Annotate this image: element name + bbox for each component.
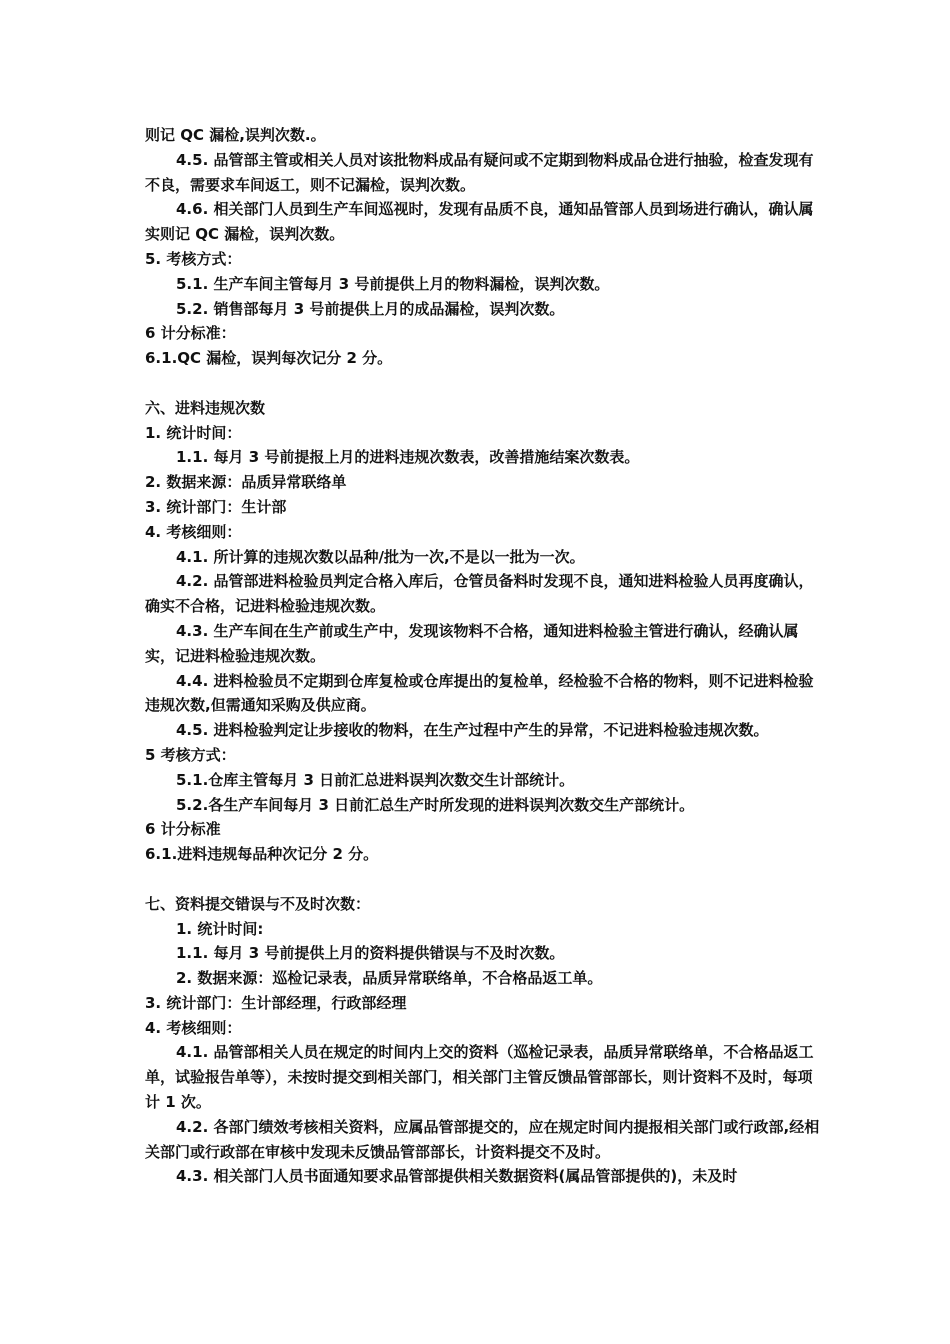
paragraph: 5.2. 销售部每月 3 号前提供上月的成品漏检，误判次数。 (176, 299, 565, 318)
paragraph: 1. 统计时间: (176, 919, 264, 938)
paragraph: 5. 考核方式： (145, 249, 242, 268)
paragraph: 2. 数据来源：巡检记录表，品质异常联络单，不合格品返工单。 (176, 969, 603, 988)
paragraph: 4. 考核细则： (145, 1018, 242, 1037)
blank-line (145, 867, 820, 892)
paragraph: 4.3. 生产车间在生产前或生产中，发现该物料不合格，通知进料检验主管进行确认，经确认属实，记进料检验违规次数。 (145, 621, 799, 665)
paragraph: 3. 统计部门：生计部经理，行政部经理 (145, 993, 407, 1012)
paragraph: 4.1. 品管部相关人员在规定的时间内上交的资料（巡检记录表，品质异常联络单，不合格品返工单，试验报告单等），未按时提交到相关部门，相关部门主管反馈品管部部长，则计资料不及时，每项计 1 次。 (145, 1043, 814, 1112)
paragraph: 则记 QC 漏检,误判次数.。 (145, 126, 326, 144)
paragraph: 4.2. 品管部进料检验员判定合格入库后，仓管员备料时发现不良，通知进料检验人员再度确认，确实不合格，记进料检验违规次数。 (145, 572, 814, 616)
paragraph: 4.4. 进料检验员不定期到仓库复检或仓库提出的复检单，经检验不合格的物料，则不记进料检验违规次数,但需通知采购及供应商。 (145, 671, 814, 715)
paragraph: 5 考核方式： (145, 745, 236, 764)
paragraph: 1.1. 每月 3 号前提报上月的进料违规次数表，改善措施结案次数表。 (176, 448, 640, 467)
paragraph: 六、进料违规次数 (145, 398, 266, 417)
paragraph: 4.3. 相关部门人员书面通知要求品管部提供相关数据资料(属品管部提供的)，未及时 (176, 1167, 738, 1186)
paragraph: 4.5. 进料检验判定让步接收的物料，在生产过程中产生的异常，不记进料检验违规次数。 (176, 721, 769, 740)
paragraph: 3. 统计部门：生计部 (145, 497, 287, 516)
paragraph: 6.1.进料违规每品种次记分 2 分。 (145, 845, 379, 864)
paragraph: 1. 统计时间： (145, 423, 242, 442)
paragraph: 5.2.各生产车间每月 3 日前汇总生产时所发现的进料误判次数交生产部统计。 (176, 795, 695, 814)
blank-line (145, 371, 820, 396)
paragraph: 4.5. 品管部主管或相关人员对该批物料成品有疑问或不定期到物料成品仓进行抽验，检查发现有不良，需要求车间返工，则不记漏检，误判次数。 (145, 150, 814, 194)
paragraph: 6 计分标准 (145, 820, 221, 839)
paragraph: 4.6. 相关部门人员到生产车间巡视时，发现有品质不良，通知品管部人员到场进行确认，确认属实则记 QC 漏检，误判次数。 (145, 200, 814, 244)
paragraph: 5.1.仓库主管每月 3 日前汇总进料误判次数交生计部统计。 (176, 770, 575, 789)
paragraph: 4.1. 所计算的违规次数以品种/批为一次,不是以一批为一次。 (176, 547, 585, 566)
paragraph: 七、资料提交错误与不及时次数： (145, 894, 371, 913)
paragraph: 4.2. 各部门绩效考核相关资料，应属品管部提交的，应在规定时间内提报相关部门或行政部,经相关部门或行政部在审核中发现未反馈品管部部长，计资料提交不及时。 (145, 1117, 820, 1161)
paragraph: 5.1. 生产车间主管每月 3 号前提供上月的物料漏检，误判次数。 (176, 274, 610, 293)
paragraph: 1.1. 每月 3 号前提供上月的资料提供错误与不及时次数。 (176, 944, 565, 963)
paragraph: 2. 数据来源：品质异常联络单 (145, 473, 347, 492)
paragraph: 4. 考核细则： (145, 522, 242, 541)
paragraph: 6.1.QC 漏检，误判每次记分 2 分。 (145, 349, 393, 368)
paragraph: 6 计分标准： (145, 324, 236, 343)
